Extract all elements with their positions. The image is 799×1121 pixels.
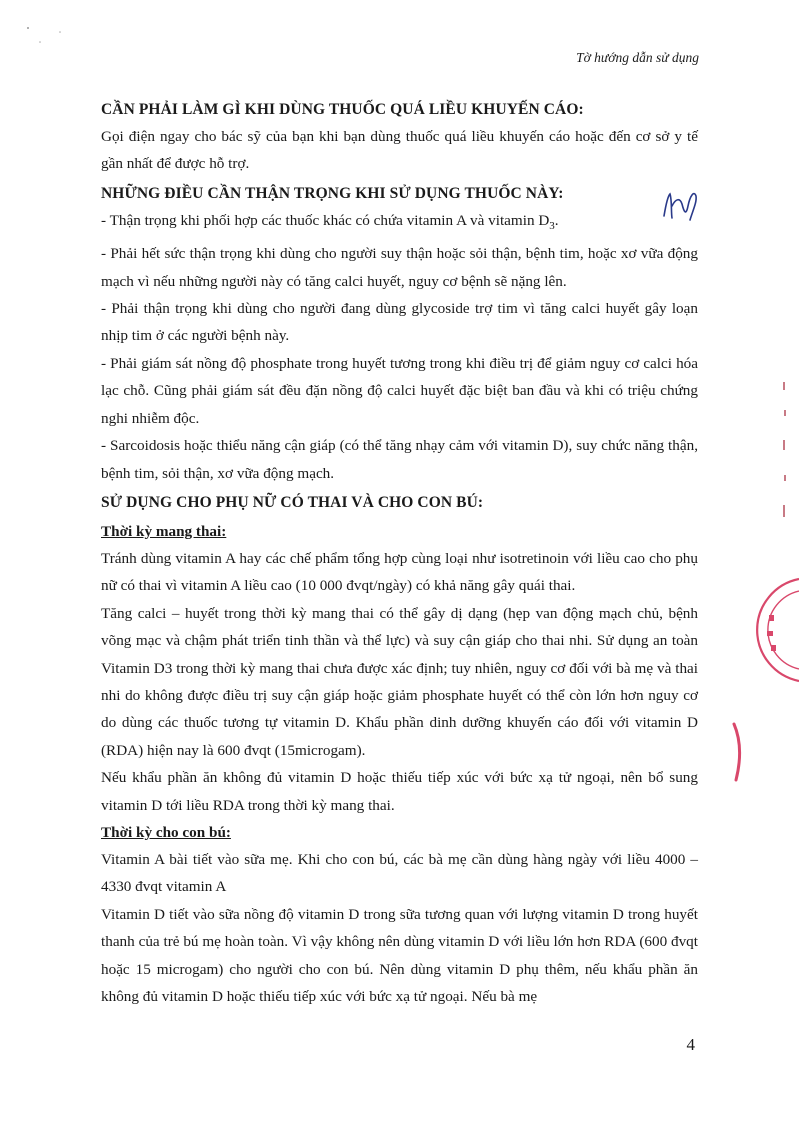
pregnancy-subheading: Thời kỳ mang thai: xyxy=(101,522,227,540)
breastfeeding-subheading: Thời kỳ cho con bú: xyxy=(101,823,231,841)
page-number: 4 xyxy=(686,1035,695,1054)
pregnancy-paragraph-1: Tránh dùng vitamin A hay các chế phẩm tổng hợp cùng loại như isotretinoin với liều cao cho phụ nữ có thai vì vitamin A liều cao (10 000 đvqt/ngày) có khả năng gây quái thai. xyxy=(101,549,698,595)
side-edge-marks xyxy=(780,380,792,540)
breastfeeding-paragraph-1: Vitamin A bài tiết vào sữa mẹ. Khi cho con bú, các bà mẹ cần dùng hàng ngày với liều 4000 – 4330 đvqt vitamin A xyxy=(101,850,698,896)
caution-item-5: - Sarcoidosis hoặc thiểu năng cận giáp (có thể tăng nhạy cảm với vitamin D), suy chức năng thận, bệnh tim, sỏi thận, xơ vữa động mạch. xyxy=(101,437,698,482)
signature-mark xyxy=(660,186,710,226)
caution-item-3: - Phải thận trọng khi dùng cho người đang dùng glycoside trợ tim vì tăng calci huyết gây loạn nhịp tim ở các người bệnh này. xyxy=(101,300,698,345)
pregnancy-heading: SỬ DỤNG CHO PHỤ NỮ CÓ THAI VÀ CHO CON BÚ: xyxy=(101,493,484,511)
pregnancy-paragraph-3: Nếu khẩu phần ăn không đủ vitamin D hoặc thiếu tiếp xúc với bức xạ tử ngoại, nên bổ sung vitamin D tới liều RDA trong thời kỳ mang thai. xyxy=(101,769,698,814)
caution-item-2: - Phải hết sức thận trọng khi dùng cho người suy thận hoặc sỏi thận, bệnh tim, hoặc xơ vữa động mạch vì nếu những người này có tăng calci huyết, nguy cơ bệnh sẽ nặng lên. xyxy=(101,245,698,290)
caution-item-4: - Phải giám sát nồng độ phosphate trong huyết tương trong khi điều trị để giảm nguy cơ calci hóa lạc chỗ. Cũng phải giám sát đều đặn nồng độ calci huyết đặc biệt ban đầu và khi có triệu chứng nghi nhiễm độc. xyxy=(101,354,698,427)
overdose-text: Gọi điện ngay cho bác sỹ của bạn khi bạn dùng thuốc quá liều khuyến cáo hoặc đến cơ sở y tế gần nhất để được hỗ trợ. xyxy=(101,128,698,173)
caution-item-1: - Thận trọng khi phối hợp các thuốc khác có chứa vitamin A và vitamin $D_3$. xyxy=(101,211,559,232)
caution-heading: NHỮNG ĐIỀU CẦN THẬN TRỌNG KHI SỬ DỤNG THUỐC NÀY: xyxy=(101,184,564,202)
document-body xyxy=(101,96,698,1010)
pink-pen-mark xyxy=(728,722,748,782)
header-note: Tờ hướng dẫn sử dụng xyxy=(576,50,699,65)
breastfeeding-paragraph-2: Vitamin D tiết vào sữa nồng độ vitamin D trong sữa tương quan với lượng vitamin D trong huyết thanh của trẻ bú mẹ hoàn toàn. Vì vậy không nên dùng vitamin D với liều lớn hơn RDA (600 đvqt hoặc 15 microgam) cho người cho con bú. Nên dùng vitamin D phụ thêm, nếu khẩu phần ăn không đủ vitamin D hoặc thiếu tiếp xúc với bức xạ tử ngoại. Nếu bà mẹ xyxy=(101,905,698,1005)
overdose-heading: CẦN PHẢI LÀM GÌ KHI DÙNG THUỐC QUÁ LIỀU KHUYẾN CÁO: xyxy=(101,101,584,118)
scan-specks xyxy=(20,20,80,60)
pregnancy-paragraph-2: Tăng calci – huyết trong thời kỳ mang thai có thể gây dị dạng (hẹp van động mạch chủ, bệnh võng mạc và chậm phát triển tinh thần và thể lực) và suy cận giáp cho thai nhi. Sử dụng an toàn Vitamin D3 trong thời kỳ mang thai chưa được xác định; tuy nhiên, nguy cơ đối với bà mẹ và thai nhi do không được điều trị suy cận giáp hoặc giảm phosphate huyết có thể còn lớn hơn nguy cơ do dùng các thuốc tương tự vitamin D. Khẩu phần dinh dưỡng khuyến cáo đối với vitamin D (RDA) hiện nay là 600 đvqt (15microgam). xyxy=(101,604,698,759)
stamp-partial xyxy=(755,575,799,685)
